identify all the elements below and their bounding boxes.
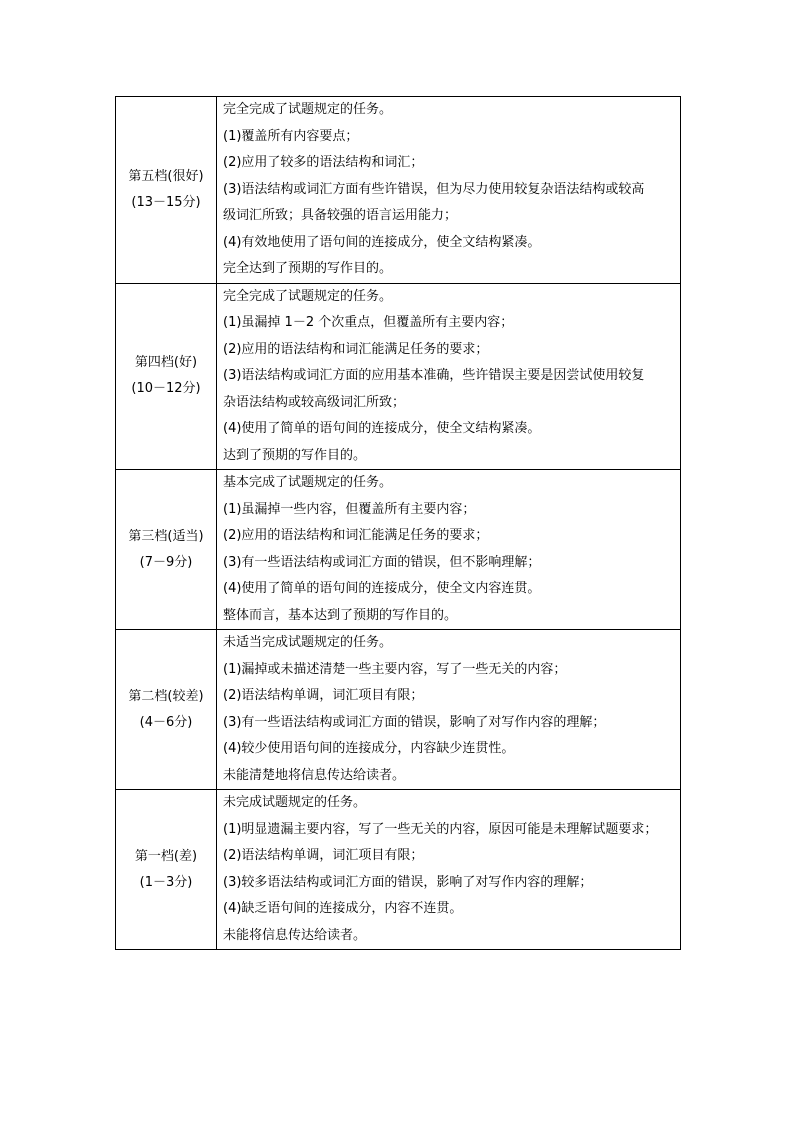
rubric-row-level-3 — [116, 470, 681, 630]
level-name: 第五档(很好) — [128, 168, 204, 184]
description-line: (3)有一些语法结构或词汇方面的错误，影响了对写作内容的理解； — [223, 714, 606, 730]
score-range: (13－15分) — [131, 194, 201, 210]
rubric-row-level-5 — [116, 97, 681, 284]
score-range: (4－6分) — [139, 714, 193, 730]
rubric-row-level-1 — [116, 790, 681, 950]
level-cell — [116, 97, 217, 284]
description-line: (2)应用的语法结构和词汇能满足任务的要求； — [223, 528, 489, 543]
description-cell — [217, 790, 681, 950]
description-cell — [217, 630, 681, 790]
description-line: 杂语法结构或较高级词汇所致； — [223, 394, 406, 410]
level-name: 第一档(差) — [134, 848, 198, 864]
description-line: (4)缺乏语句间的连接成分，内容不连贯。 — [223, 901, 463, 916]
level-cell — [116, 790, 217, 950]
description-line: 未适当完成试题规定的任务。 — [223, 635, 393, 650]
rubric-row-level-4 — [116, 283, 681, 470]
description-cell — [217, 283, 681, 470]
rubric-body — [116, 97, 681, 950]
level-name: 第二档(较差) — [128, 688, 204, 704]
description-line: (4)有效地使用了语句间的连接成分，使全文结构紧凑。 — [223, 234, 541, 250]
level-cell — [116, 470, 217, 630]
description-cell — [217, 97, 681, 284]
description-line: (1)虽漏掉一些内容，但覆盖所有主要内容； — [223, 501, 476, 517]
description-line: (1)明显遗漏主要内容，写了一些无关的内容，原因可能是未理解试题要求； — [223, 821, 658, 837]
description-line: 整体而言，基本达到了预期的写作目的。 — [223, 607, 458, 623]
description-line: 级词汇所致；具备较强的语言运用能力； — [223, 208, 458, 223]
description-line: 未能清楚地将信息传达给读者。 — [223, 767, 406, 783]
score-range: (10－12分) — [131, 381, 201, 397]
description-line: (3)语法结构或词汇方面有些许错误，但为尽力使用较复杂语法结构或较高 — [223, 181, 645, 197]
description-line: 未能将信息传达给读者。 — [223, 927, 367, 943]
level-cell — [116, 283, 217, 470]
description-line: (4)使用了简单的语句间的连接成分，使全文结构紧凑。 — [223, 421, 541, 436]
description-line: (3)较多语法结构或词汇方面的错误，影响了对写作内容的理解； — [223, 874, 593, 890]
description-line: (3)语法结构或词汇方面的应用基本准确，些许错误主要是因尝试使用较复 — [223, 368, 645, 383]
description-line: (2)语法结构单调，词汇项目有限； — [223, 688, 424, 703]
description-line: (1)虽漏掉 1－2 个次重点，但覆盖所有主要内容； — [223, 315, 514, 330]
rubric-row-level-2 — [116, 630, 681, 790]
description-line: 基本完成了试题规定的任务。 — [223, 475, 393, 490]
description-line: (4)较少使用语句间的连接成分，内容缺少连贯性。 — [223, 741, 515, 756]
description-line: 完全完成了试题规定的任务。 — [223, 288, 393, 304]
description-line: (1)覆盖所有内容要点； — [223, 128, 359, 144]
description-line: (3)有一些语法结构或词汇方面的错误，但不影响理解； — [223, 554, 541, 570]
description-line: 未完成试题规定的任务。 — [223, 795, 367, 810]
description-line: (2)应用了较多的语法结构和词汇； — [223, 155, 424, 170]
description-line: 达到了预期的写作目的。 — [223, 447, 367, 463]
level-name: 第四档(好) — [134, 355, 198, 371]
scoring-rubric-table — [115, 96, 681, 950]
description-line: (4)使用了简单的语句间的连接成分，使全文内容连贯。 — [223, 581, 541, 596]
description-line: (1)漏掉或未描述清楚一些主要内容，写了一些无关的内容； — [223, 661, 567, 677]
level-name: 第三档(适当) — [128, 528, 204, 544]
description-line: (2)语法结构单调，词汇项目有限； — [223, 848, 424, 863]
description-line: 完全完成了试题规定的任务。 — [223, 102, 393, 117]
description-line: (2)应用的语法结构和词汇能满足任务的要求； — [223, 341, 489, 357]
level-cell — [116, 630, 217, 790]
description-line: 完全达到了预期的写作目的。 — [223, 261, 393, 276]
score-range: (1－3分) — [139, 874, 193, 890]
description-cell — [217, 470, 681, 630]
score-range: (7－9分) — [139, 554, 193, 570]
